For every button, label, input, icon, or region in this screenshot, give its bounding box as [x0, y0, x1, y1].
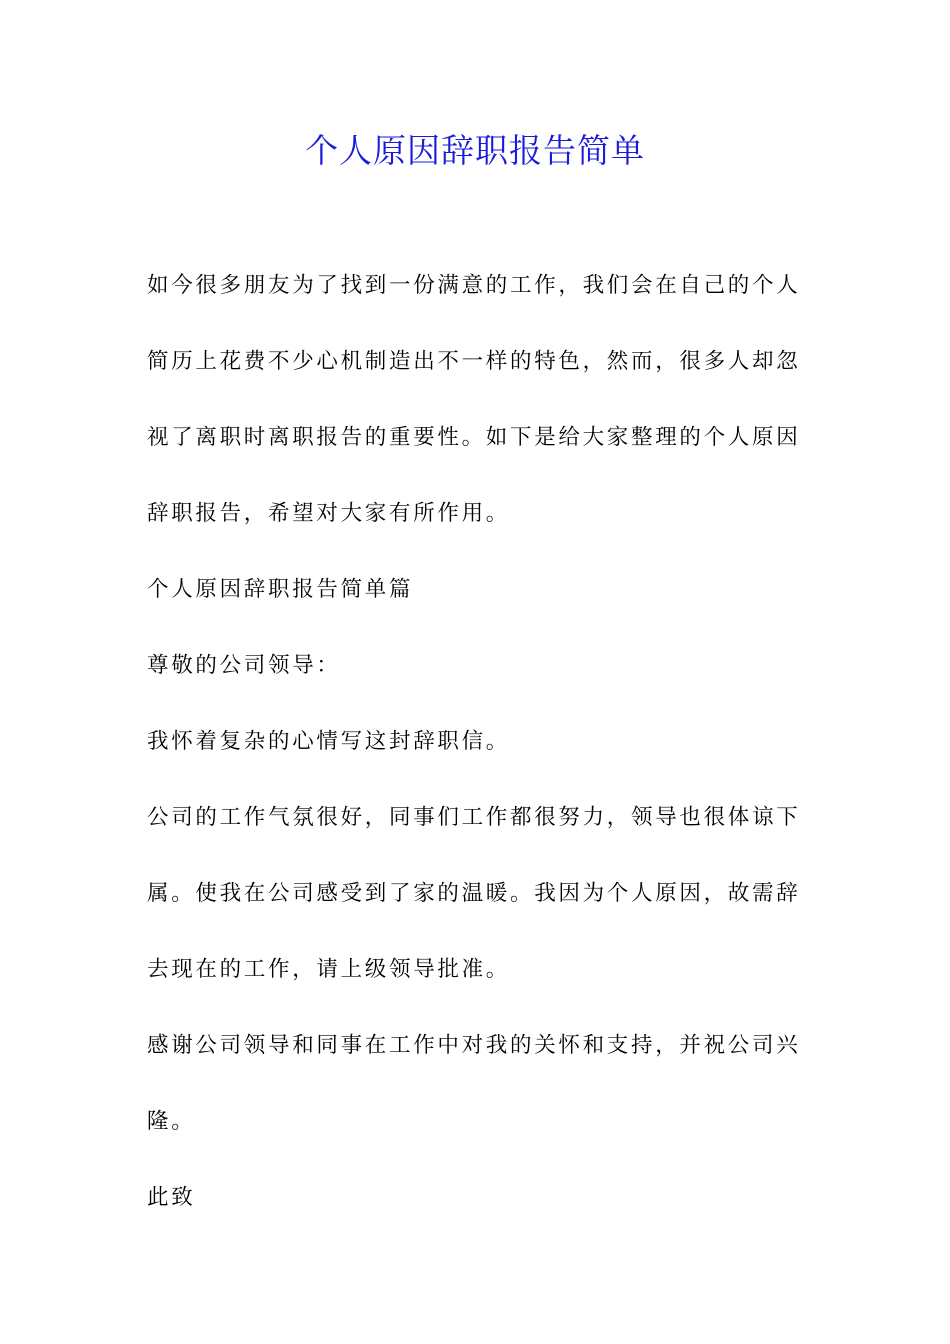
body-line: 属。使我在公司感受到了家的温暖。我因为个人原因，故需辞: [147, 881, 801, 906]
body-line: 如今很多朋友为了找到一份满意的工作，我们会在自己的个人: [147, 273, 801, 298]
body-line: 去现在的工作，请上级领导批准。: [147, 957, 511, 982]
document-title: 个人原因辞职报告简单: [305, 131, 645, 170]
body-line: 视了离职时离职报告的重要性。如下是给大家整理的个人原因: [147, 425, 801, 450]
body-line: 简历上花费不少心机制造出不一样的特色，然而，很多人却忽: [147, 349, 801, 374]
body-line: 辞职报告，希望对大家有所作用。: [147, 501, 511, 526]
closing-line: 此致: [147, 1185, 196, 1210]
body-line: 我怀着复杂的心情写这封辞职信。: [147, 729, 511, 754]
body-line: 公司的工作气氛很好，同事们工作都很努力，领导也很体谅下: [147, 805, 801, 830]
section-heading: 个人原因辞职报告简单篇: [147, 577, 414, 602]
body-line: 隆。: [147, 1109, 196, 1134]
document-body: [147, 248, 807, 1236]
salutation: 尊敬的公司领导：: [147, 653, 341, 678]
body-line: 感谢公司领导和同事在工作中对我的关怀和支持，并祝公司兴: [147, 1033, 801, 1058]
